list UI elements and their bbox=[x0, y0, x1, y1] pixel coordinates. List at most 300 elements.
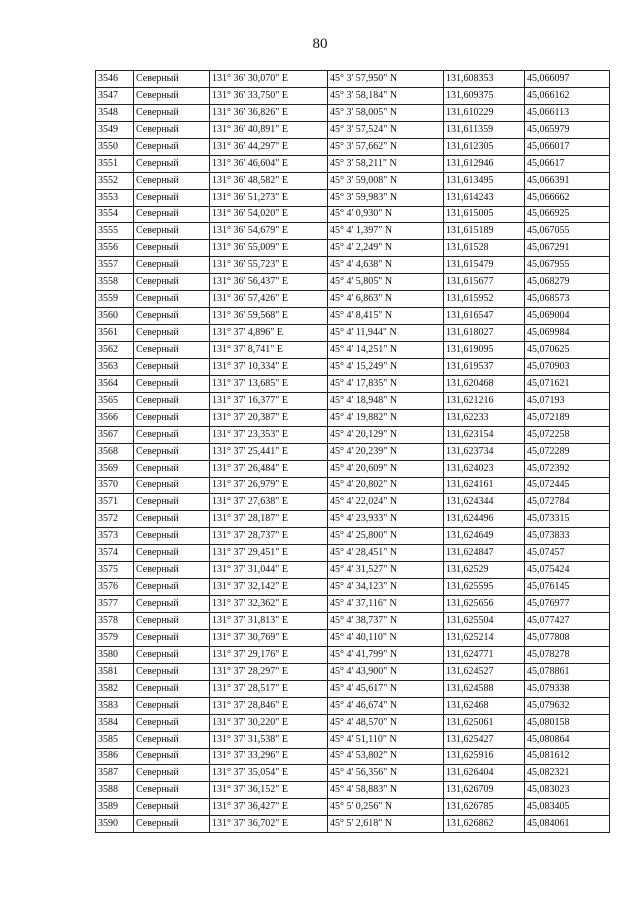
latitude-decimal-cell: 45,072258 bbox=[525, 426, 610, 443]
table-row bbox=[96, 172, 610, 189]
latitude-decimal-cell: 45,066017 bbox=[525, 138, 610, 155]
longitude-dms-cell: 131° 36' 46,604" E bbox=[210, 155, 328, 172]
latitude-dms-cell: 45° 4' 41,799" N bbox=[328, 646, 444, 663]
latitude-dms-cell: 45° 5' 2,618" N bbox=[328, 816, 444, 833]
table-row bbox=[96, 782, 610, 799]
point-number-cell: 3570 bbox=[96, 477, 134, 494]
longitude-decimal-cell: 131,624023 bbox=[444, 460, 525, 477]
longitude-decimal-cell: 131,624496 bbox=[444, 511, 525, 528]
latitude-decimal-cell: 45,072289 bbox=[525, 443, 610, 460]
latitude-decimal-cell: 45,073315 bbox=[525, 511, 610, 528]
point-number-cell: 3555 bbox=[96, 223, 134, 240]
point-number-cell: 3577 bbox=[96, 596, 134, 613]
longitude-decimal-cell: 131,625656 bbox=[444, 596, 525, 613]
longitude-decimal-cell: 131,620468 bbox=[444, 375, 525, 392]
latitude-decimal-cell: 45,066662 bbox=[525, 189, 610, 206]
point-number-cell: 3566 bbox=[96, 409, 134, 426]
longitude-dms-cell: 131° 37' 26,979" E bbox=[210, 477, 328, 494]
region-cell: Северный bbox=[134, 646, 210, 663]
longitude-dms-cell: 131° 37' 20,387" E bbox=[210, 409, 328, 426]
longitude-decimal-cell: 131,611359 bbox=[444, 121, 525, 138]
table-row bbox=[96, 206, 610, 223]
point-number-cell: 3574 bbox=[96, 545, 134, 562]
latitude-decimal-cell: 45,068573 bbox=[525, 291, 610, 308]
region-cell: Северный bbox=[134, 155, 210, 172]
latitude-decimal-cell: 45,067055 bbox=[525, 223, 610, 240]
longitude-decimal-cell: 131,625061 bbox=[444, 714, 525, 731]
longitude-decimal-cell: 131,624771 bbox=[444, 646, 525, 663]
longitude-decimal-cell: 131,624649 bbox=[444, 528, 525, 545]
region-cell: Северный bbox=[134, 426, 210, 443]
longitude-dms-cell: 131° 36' 33,750" E bbox=[210, 87, 328, 104]
region-cell: Северный bbox=[134, 104, 210, 121]
longitude-dms-cell: 131° 37' 36,152" E bbox=[210, 782, 328, 799]
region-cell: Северный bbox=[134, 257, 210, 274]
table-row bbox=[96, 308, 610, 325]
point-number-cell: 3584 bbox=[96, 714, 134, 731]
longitude-dms-cell: 131° 36' 56,437" E bbox=[210, 274, 328, 291]
latitude-dms-cell: 45° 4' 51,110" N bbox=[328, 731, 444, 748]
point-number-cell: 3580 bbox=[96, 646, 134, 663]
longitude-dms-cell: 131° 37' 28,297" E bbox=[210, 663, 328, 680]
region-cell: Северный bbox=[134, 375, 210, 392]
table-row bbox=[96, 629, 610, 646]
latitude-dms-cell: 45° 3' 57,950" N bbox=[328, 71, 444, 88]
longitude-dms-cell: 131° 37' 29,451" E bbox=[210, 545, 328, 562]
region-cell: Северный bbox=[134, 223, 210, 240]
point-number-cell: 3557 bbox=[96, 257, 134, 274]
longitude-dms-cell: 131° 37' 31,044" E bbox=[210, 562, 328, 579]
latitude-decimal-cell: 45,079632 bbox=[525, 697, 610, 714]
longitude-dms-cell: 131° 37' 31,813" E bbox=[210, 613, 328, 630]
region-cell: Северный bbox=[134, 189, 210, 206]
region-cell: Северный bbox=[134, 477, 210, 494]
latitude-dms-cell: 45° 3' 58,184" N bbox=[328, 87, 444, 104]
region-cell: Северный bbox=[134, 206, 210, 223]
point-number-cell: 3561 bbox=[96, 325, 134, 342]
table-row bbox=[96, 748, 610, 765]
region-cell: Северный bbox=[134, 629, 210, 646]
longitude-decimal-cell: 131,625504 bbox=[444, 613, 525, 630]
longitude-dms-cell: 131° 36' 54,020" E bbox=[210, 206, 328, 223]
latitude-decimal-cell: 45,066097 bbox=[525, 71, 610, 88]
longitude-dms-cell: 131° 37' 16,377" E bbox=[210, 392, 328, 409]
table-row bbox=[96, 460, 610, 477]
longitude-decimal-cell: 131,618027 bbox=[444, 325, 525, 342]
latitude-dms-cell: 45° 4' 46,674" N bbox=[328, 697, 444, 714]
point-number-cell: 3553 bbox=[96, 189, 134, 206]
latitude-decimal-cell: 45,081612 bbox=[525, 748, 610, 765]
region-cell: Северный bbox=[134, 816, 210, 833]
latitude-dms-cell: 45° 4' 20,129" N bbox=[328, 426, 444, 443]
region-cell: Северный bbox=[134, 799, 210, 816]
region-cell: Северный bbox=[134, 579, 210, 596]
table-row bbox=[96, 87, 610, 104]
point-number-cell: 3588 bbox=[96, 782, 134, 799]
latitude-decimal-cell: 45,080158 bbox=[525, 714, 610, 731]
table-row bbox=[96, 274, 610, 291]
latitude-decimal-cell: 45,068279 bbox=[525, 274, 610, 291]
point-number-cell: 3549 bbox=[96, 121, 134, 138]
latitude-decimal-cell: 45,066113 bbox=[525, 104, 610, 121]
latitude-dms-cell: 45° 4' 40,110" N bbox=[328, 629, 444, 646]
latitude-decimal-cell: 45,078861 bbox=[525, 663, 610, 680]
table-row bbox=[96, 443, 610, 460]
region-cell: Северный bbox=[134, 680, 210, 697]
latitude-decimal-cell: 45,079338 bbox=[525, 680, 610, 697]
table-row bbox=[96, 562, 610, 579]
longitude-decimal-cell: 131,615189 bbox=[444, 223, 525, 240]
point-number-cell: 3572 bbox=[96, 511, 134, 528]
latitude-decimal-cell: 45,067955 bbox=[525, 257, 610, 274]
longitude-decimal-cell: 131,624344 bbox=[444, 494, 525, 511]
longitude-dms-cell: 131° 37' 4,896" E bbox=[210, 325, 328, 342]
region-cell: Северный bbox=[134, 392, 210, 409]
latitude-dms-cell: 45° 4' 17,835" N bbox=[328, 375, 444, 392]
table-row bbox=[96, 71, 610, 88]
longitude-dms-cell: 131° 37' 25,441" E bbox=[210, 443, 328, 460]
page-number: 80 bbox=[312, 36, 328, 52]
point-number-cell: 3556 bbox=[96, 240, 134, 257]
region-cell: Северный bbox=[134, 358, 210, 375]
latitude-dms-cell: 45° 4' 6,863" N bbox=[328, 291, 444, 308]
table-row bbox=[96, 528, 610, 545]
longitude-decimal-cell: 131,624527 bbox=[444, 663, 525, 680]
coordinates-table-body bbox=[96, 71, 610, 833]
latitude-dms-cell: 45° 4' 37,116" N bbox=[328, 596, 444, 613]
point-number-cell: 3551 bbox=[96, 155, 134, 172]
latitude-decimal-cell: 45,06617 bbox=[525, 155, 610, 172]
point-number-cell: 3563 bbox=[96, 358, 134, 375]
longitude-dms-cell: 131° 37' 23,353" E bbox=[210, 426, 328, 443]
longitude-decimal-cell: 131,613495 bbox=[444, 172, 525, 189]
latitude-decimal-cell: 45,075424 bbox=[525, 562, 610, 579]
longitude-decimal-cell: 131,610229 bbox=[444, 104, 525, 121]
latitude-decimal-cell: 45,066925 bbox=[525, 206, 610, 223]
table-row bbox=[96, 799, 610, 816]
table-row bbox=[96, 545, 610, 562]
table-row bbox=[96, 477, 610, 494]
longitude-decimal-cell: 131,608353 bbox=[444, 71, 525, 88]
table-row bbox=[96, 765, 610, 782]
latitude-dms-cell: 45° 4' 53,802" N bbox=[328, 748, 444, 765]
point-number-cell: 3583 bbox=[96, 697, 134, 714]
latitude-decimal-cell: 45,072784 bbox=[525, 494, 610, 511]
longitude-dms-cell: 131° 37' 28,187" E bbox=[210, 511, 328, 528]
point-number-cell: 3568 bbox=[96, 443, 134, 460]
longitude-decimal-cell: 131,612946 bbox=[444, 155, 525, 172]
point-number-cell: 3562 bbox=[96, 342, 134, 359]
region-cell: Северный bbox=[134, 714, 210, 731]
region-cell: Северный bbox=[134, 409, 210, 426]
region-cell: Северный bbox=[134, 308, 210, 325]
latitude-dms-cell: 45° 4' 22,024" N bbox=[328, 494, 444, 511]
longitude-dms-cell: 131° 37' 28,737" E bbox=[210, 528, 328, 545]
longitude-dms-cell: 131° 36' 36,826" E bbox=[210, 104, 328, 121]
latitude-dms-cell: 45° 4' 8,415" N bbox=[328, 308, 444, 325]
latitude-decimal-cell: 45,069984 bbox=[525, 325, 610, 342]
longitude-decimal-cell: 131,61528 bbox=[444, 240, 525, 257]
latitude-decimal-cell: 45,071621 bbox=[525, 375, 610, 392]
latitude-dms-cell: 45° 4' 48,570" N bbox=[328, 714, 444, 731]
longitude-dms-cell: 131° 37' 32,362" E bbox=[210, 596, 328, 613]
latitude-dms-cell: 45° 4' 18,948" N bbox=[328, 392, 444, 409]
table-row bbox=[96, 375, 610, 392]
table-row bbox=[96, 613, 610, 630]
point-number-cell: 3554 bbox=[96, 206, 134, 223]
latitude-decimal-cell: 45,066391 bbox=[525, 172, 610, 189]
longitude-decimal-cell: 131,625427 bbox=[444, 731, 525, 748]
longitude-dms-cell: 131° 37' 28,846" E bbox=[210, 697, 328, 714]
table-row bbox=[96, 816, 610, 833]
point-number-cell: 3575 bbox=[96, 562, 134, 579]
longitude-decimal-cell: 131,626785 bbox=[444, 799, 525, 816]
longitude-dms-cell: 131° 36' 51,273" E bbox=[210, 189, 328, 206]
point-number-cell: 3582 bbox=[96, 680, 134, 697]
longitude-decimal-cell: 131,625214 bbox=[444, 629, 525, 646]
point-number-cell: 3550 bbox=[96, 138, 134, 155]
table-row bbox=[96, 646, 610, 663]
point-number-cell: 3552 bbox=[96, 172, 134, 189]
longitude-dms-cell: 131° 37' 29,176" E bbox=[210, 646, 328, 663]
latitude-dms-cell: 45° 4' 34,123" N bbox=[328, 579, 444, 596]
region-cell: Северный bbox=[134, 172, 210, 189]
latitude-decimal-cell: 45,077808 bbox=[525, 629, 610, 646]
point-number-cell: 3547 bbox=[96, 87, 134, 104]
longitude-dms-cell: 131° 37' 32,142" E bbox=[210, 579, 328, 596]
latitude-dms-cell: 45° 4' 28,451" N bbox=[328, 545, 444, 562]
longitude-dms-cell: 131° 36' 55,009" E bbox=[210, 240, 328, 257]
longitude-decimal-cell: 131,623154 bbox=[444, 426, 525, 443]
longitude-dms-cell: 131° 36' 54,679" E bbox=[210, 223, 328, 240]
latitude-dms-cell: 45° 4' 38,737" N bbox=[328, 613, 444, 630]
table-row bbox=[96, 731, 610, 748]
region-cell: Северный bbox=[134, 545, 210, 562]
table-row bbox=[96, 409, 610, 426]
region-cell: Северный bbox=[134, 240, 210, 257]
table-row bbox=[96, 494, 610, 511]
longitude-dms-cell: 131° 36' 57,426" E bbox=[210, 291, 328, 308]
latitude-dms-cell: 45° 4' 25,800" N bbox=[328, 528, 444, 545]
point-number-cell: 3571 bbox=[96, 494, 134, 511]
region-cell: Северный bbox=[134, 765, 210, 782]
point-number-cell: 3586 bbox=[96, 748, 134, 765]
latitude-decimal-cell: 45,069004 bbox=[525, 308, 610, 325]
latitude-dms-cell: 45° 3' 59,008" N bbox=[328, 172, 444, 189]
coordinates-table bbox=[95, 70, 610, 833]
longitude-dms-cell: 131° 37' 26,484" E bbox=[210, 460, 328, 477]
longitude-dms-cell: 131° 36' 30,070" E bbox=[210, 71, 328, 88]
latitude-decimal-cell: 45,076977 bbox=[525, 596, 610, 613]
latitude-dms-cell: 45° 4' 4,638" N bbox=[328, 257, 444, 274]
latitude-dms-cell: 45° 4' 2,249" N bbox=[328, 240, 444, 257]
latitude-decimal-cell: 45,082321 bbox=[525, 765, 610, 782]
table-row bbox=[96, 257, 610, 274]
longitude-dms-cell: 131° 37' 31,538" E bbox=[210, 731, 328, 748]
latitude-decimal-cell: 45,072189 bbox=[525, 409, 610, 426]
longitude-dms-cell: 131° 36' 55,723" E bbox=[210, 257, 328, 274]
longitude-decimal-cell: 131,62529 bbox=[444, 562, 525, 579]
point-number-cell: 3589 bbox=[96, 799, 134, 816]
region-cell: Северный bbox=[134, 494, 210, 511]
point-number-cell: 3558 bbox=[96, 274, 134, 291]
longitude-dms-cell: 131° 37' 27,638" E bbox=[210, 494, 328, 511]
longitude-dms-cell: 131° 37' 28,517" E bbox=[210, 680, 328, 697]
table-row bbox=[96, 511, 610, 528]
latitude-decimal-cell: 45,073833 bbox=[525, 528, 610, 545]
point-number-cell: 3569 bbox=[96, 460, 134, 477]
region-cell: Северный bbox=[134, 71, 210, 88]
longitude-dms-cell: 131° 37' 13,685" E bbox=[210, 375, 328, 392]
point-number-cell: 3546 bbox=[96, 71, 134, 88]
longitude-decimal-cell: 131,626862 bbox=[444, 816, 525, 833]
latitude-decimal-cell: 45,084061 bbox=[525, 816, 610, 833]
table-row bbox=[96, 697, 610, 714]
point-number-cell: 3581 bbox=[96, 663, 134, 680]
region-cell: Северный bbox=[134, 274, 210, 291]
latitude-dms-cell: 45° 4' 14,251" N bbox=[328, 342, 444, 359]
longitude-decimal-cell: 131,619095 bbox=[444, 342, 525, 359]
longitude-decimal-cell: 131,615005 bbox=[444, 206, 525, 223]
region-cell: Северный bbox=[134, 443, 210, 460]
latitude-dms-cell: 45° 4' 1,397" N bbox=[328, 223, 444, 240]
longitude-decimal-cell: 131,624161 bbox=[444, 477, 525, 494]
longitude-decimal-cell: 131,623734 bbox=[444, 443, 525, 460]
latitude-dms-cell: 45° 5' 0,256" N bbox=[328, 799, 444, 816]
latitude-decimal-cell: 45,067291 bbox=[525, 240, 610, 257]
table-row bbox=[96, 223, 610, 240]
table-row bbox=[96, 358, 610, 375]
longitude-dms-cell: 131° 37' 30,220" E bbox=[210, 714, 328, 731]
latitude-decimal-cell: 45,076145 bbox=[525, 579, 610, 596]
latitude-decimal-cell: 45,072392 bbox=[525, 460, 610, 477]
region-cell: Северный bbox=[134, 460, 210, 477]
longitude-dms-cell: 131° 36' 59,568" E bbox=[210, 308, 328, 325]
longitude-dms-cell: 131° 37' 30,769" E bbox=[210, 629, 328, 646]
point-number-cell: 3564 bbox=[96, 375, 134, 392]
latitude-dms-cell: 45° 3' 57,524" N bbox=[328, 121, 444, 138]
region-cell: Северный bbox=[134, 138, 210, 155]
table-row bbox=[96, 240, 610, 257]
longitude-decimal-cell: 131,625916 bbox=[444, 748, 525, 765]
latitude-dms-cell: 45° 4' 56,356" N bbox=[328, 765, 444, 782]
longitude-decimal-cell: 131,616547 bbox=[444, 308, 525, 325]
latitude-dms-cell: 45° 4' 23,933" N bbox=[328, 511, 444, 528]
longitude-decimal-cell: 131,62233 bbox=[444, 409, 525, 426]
region-cell: Северный bbox=[134, 697, 210, 714]
table-row bbox=[96, 342, 610, 359]
table-row bbox=[96, 325, 610, 342]
latitude-dms-cell: 45° 3' 58,211" N bbox=[328, 155, 444, 172]
latitude-dms-cell: 45° 4' 15,249" N bbox=[328, 358, 444, 375]
region-cell: Северный bbox=[134, 663, 210, 680]
longitude-dms-cell: 131° 37' 8,741" E bbox=[210, 342, 328, 359]
region-cell: Северный bbox=[134, 613, 210, 630]
latitude-dms-cell: 45° 4' 45,617" N bbox=[328, 680, 444, 697]
latitude-decimal-cell: 45,083405 bbox=[525, 799, 610, 816]
latitude-dms-cell: 45° 4' 20,609" N bbox=[328, 460, 444, 477]
longitude-decimal-cell: 131,626404 bbox=[444, 765, 525, 782]
point-number-cell: 3579 bbox=[96, 629, 134, 646]
longitude-dms-cell: 131° 37' 35,054" E bbox=[210, 765, 328, 782]
point-number-cell: 3567 bbox=[96, 426, 134, 443]
table-row bbox=[96, 392, 610, 409]
point-number-cell: 3576 bbox=[96, 579, 134, 596]
region-cell: Северный bbox=[134, 291, 210, 308]
latitude-decimal-cell: 45,070903 bbox=[525, 358, 610, 375]
longitude-decimal-cell: 131,614243 bbox=[444, 189, 525, 206]
table-row bbox=[96, 291, 610, 308]
longitude-dms-cell: 131° 37' 10,334" E bbox=[210, 358, 328, 375]
latitude-dms-cell: 45° 4' 5,805" N bbox=[328, 274, 444, 291]
latitude-dms-cell: 45° 4' 43,900" N bbox=[328, 663, 444, 680]
latitude-decimal-cell: 45,080864 bbox=[525, 731, 610, 748]
region-cell: Северный bbox=[134, 511, 210, 528]
longitude-decimal-cell: 131,619537 bbox=[444, 358, 525, 375]
latitude-dms-cell: 45° 3' 59,983" N bbox=[328, 189, 444, 206]
longitude-decimal-cell: 131,609375 bbox=[444, 87, 525, 104]
longitude-decimal-cell: 131,624588 bbox=[444, 680, 525, 697]
latitude-decimal-cell: 45,07193 bbox=[525, 392, 610, 409]
latitude-dms-cell: 45° 4' 0,930" N bbox=[328, 206, 444, 223]
longitude-dms-cell: 131° 36' 40,891" E bbox=[210, 121, 328, 138]
latitude-dms-cell: 45° 4' 20,802" N bbox=[328, 477, 444, 494]
region-cell: Северный bbox=[134, 87, 210, 104]
longitude-dms-cell: 131° 36' 48,582" E bbox=[210, 172, 328, 189]
latitude-decimal-cell: 45,066162 bbox=[525, 87, 610, 104]
region-cell: Северный bbox=[134, 121, 210, 138]
table-row bbox=[96, 663, 610, 680]
longitude-decimal-cell: 131,625595 bbox=[444, 579, 525, 596]
point-number-cell: 3587 bbox=[96, 765, 134, 782]
latitude-decimal-cell: 45,078278 bbox=[525, 646, 610, 663]
table-row bbox=[96, 104, 610, 121]
longitude-decimal-cell: 131,615479 bbox=[444, 257, 525, 274]
longitude-decimal-cell: 131,624847 bbox=[444, 545, 525, 562]
point-number-cell: 3585 bbox=[96, 731, 134, 748]
longitude-decimal-cell: 131,626709 bbox=[444, 782, 525, 799]
region-cell: Северный bbox=[134, 562, 210, 579]
longitude-decimal-cell: 131,615952 bbox=[444, 291, 525, 308]
longitude-decimal-cell: 131,621216 bbox=[444, 392, 525, 409]
longitude-dms-cell: 131° 37' 36,427" E bbox=[210, 799, 328, 816]
latitude-dms-cell: 45° 4' 31,527" N bbox=[328, 562, 444, 579]
latitude-dms-cell: 45° 4' 20,239" N bbox=[328, 443, 444, 460]
latitude-decimal-cell: 45,07457 bbox=[525, 545, 610, 562]
table-row bbox=[96, 579, 610, 596]
table-row bbox=[96, 155, 610, 172]
point-number-cell: 3560 bbox=[96, 308, 134, 325]
point-number-cell: 3573 bbox=[96, 528, 134, 545]
longitude-dms-cell: 131° 37' 36,702" E bbox=[210, 816, 328, 833]
region-cell: Северный bbox=[134, 782, 210, 799]
table-row bbox=[96, 138, 610, 155]
region-cell: Северный bbox=[134, 342, 210, 359]
region-cell: Северный bbox=[134, 596, 210, 613]
point-number-cell: 3548 bbox=[96, 104, 134, 121]
longitude-dms-cell: 131° 36' 44,297" E bbox=[210, 138, 328, 155]
longitude-dms-cell: 131° 37' 33,296" E bbox=[210, 748, 328, 765]
point-number-cell: 3578 bbox=[96, 613, 134, 630]
latitude-decimal-cell: 45,065979 bbox=[525, 121, 610, 138]
longitude-decimal-cell: 131,62468 bbox=[444, 697, 525, 714]
latitude-decimal-cell: 45,070625 bbox=[525, 342, 610, 359]
table-row bbox=[96, 596, 610, 613]
point-number-cell: 3559 bbox=[96, 291, 134, 308]
latitude-dms-cell: 45° 4' 11,944" N bbox=[328, 325, 444, 342]
table-row bbox=[96, 714, 610, 731]
region-cell: Северный bbox=[134, 731, 210, 748]
